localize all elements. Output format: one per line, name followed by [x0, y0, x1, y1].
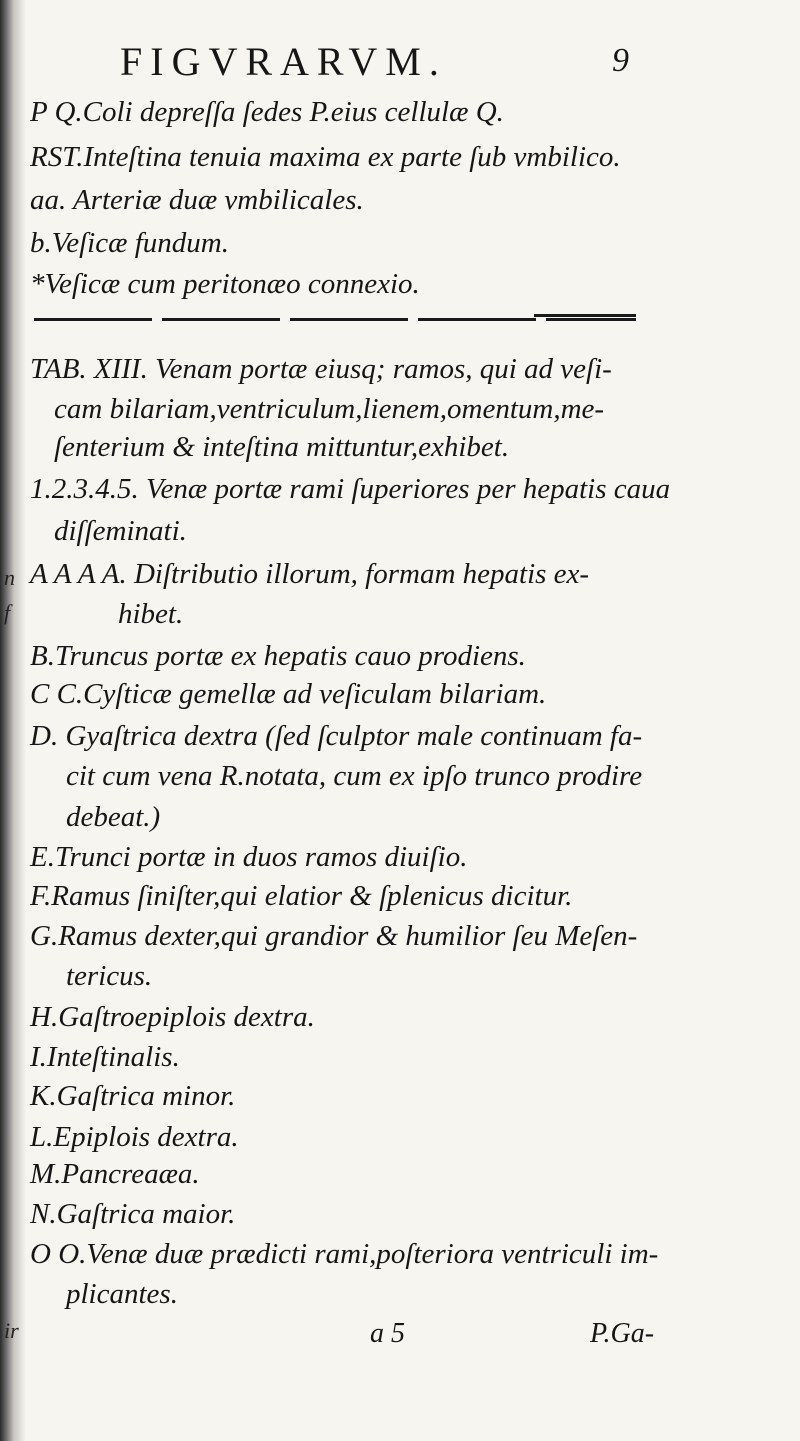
margin-fragment: ir [4, 1318, 19, 1343]
text-line: aa. Arteriæ duæ vmbilicales. [30, 184, 364, 216]
text-line: A A A A. Diſtributio illorum, formam hepatis ex- [30, 558, 590, 590]
text-line: debeat.) [66, 801, 161, 833]
text-line: ſenterium & inteſtina mittuntur,exhibet. [54, 431, 510, 463]
text-line: plicantes. [66, 1278, 178, 1310]
text-line: P Q.Coli depreſſa ſedes P.eius cellulæ Q. [30, 96, 504, 128]
text-line: M.Pancreaæa. [30, 1158, 200, 1190]
text-line: 1.2.3.4.5. Venæ portæ rami ſuperiores per hepatis caua [30, 473, 671, 505]
text-line: cit cum vena R.notata, cum ex ipſo trunco prodire [66, 760, 643, 792]
margin-fragment: f [4, 600, 11, 625]
page-header [100, 38, 700, 88]
text-line: G.Ramus dexter,qui grandior & humilior ſeu Meſen- [30, 920, 638, 952]
text-line: L.Epiplois dextra. [30, 1121, 239, 1153]
text-line: B.Truncus portæ ex hepatis cauo prodiens. [30, 640, 526, 672]
text-line: cam bilariam,ventriculum,lienem,omentum,me- [54, 393, 605, 425]
text-line: K.Gaſtrica minor. [30, 1080, 236, 1112]
book-page [30, 0, 770, 1441]
text-line: *Veſicæ cum peritonæo connexio. [30, 268, 420, 300]
text-line: I.Inteſtinalis. [30, 1041, 180, 1073]
text-line: b.Veſicæ fundum. [30, 227, 229, 259]
text-line: C C.Cyſticæ gemellæ ad veſiculam bilariam. [30, 678, 547, 710]
text-line: F.Ramus ſiniſter,qui elatior & ſplenicus dicitur. [30, 880, 573, 912]
text-line: D. Gyaſtrica dextra (ſed ſculptor male continuam fa- [30, 720, 643, 752]
margin-fragment: n [4, 565, 15, 590]
catchword: P.Ga- [590, 1318, 655, 1349]
book-gutter [0, 0, 26, 1441]
text-line: TAB. XIII. Venam portæ eiusq; ramos, qui ad veſi- [30, 353, 612, 385]
text-line: H.Gaſtroepiplois dextra. [30, 1001, 315, 1033]
page-footer [30, 1318, 770, 1358]
text-line: hibet. [118, 598, 184, 630]
text-line: tericus. [66, 960, 153, 992]
signature-mark: a 5 [370, 1318, 405, 1349]
page-number: 9 [612, 42, 629, 79]
text-line: E.Trunci portæ in duos ramos diuiſio. [30, 841, 468, 873]
text-line: O O.Venæ duæ prædicti rami,poſteriora ventriculi im- [30, 1238, 659, 1270]
text-line: RST.Inteſtina tenuia maxima ex parte ſub vmbilico. [30, 141, 621, 173]
text-line: diſſeminati. [54, 515, 187, 547]
text-line: N.Gaſtrica maior. [30, 1198, 236, 1230]
running-title: FIGVRARVM. [120, 39, 447, 84]
section-divider [34, 318, 636, 321]
section-divider-end [534, 314, 636, 317]
